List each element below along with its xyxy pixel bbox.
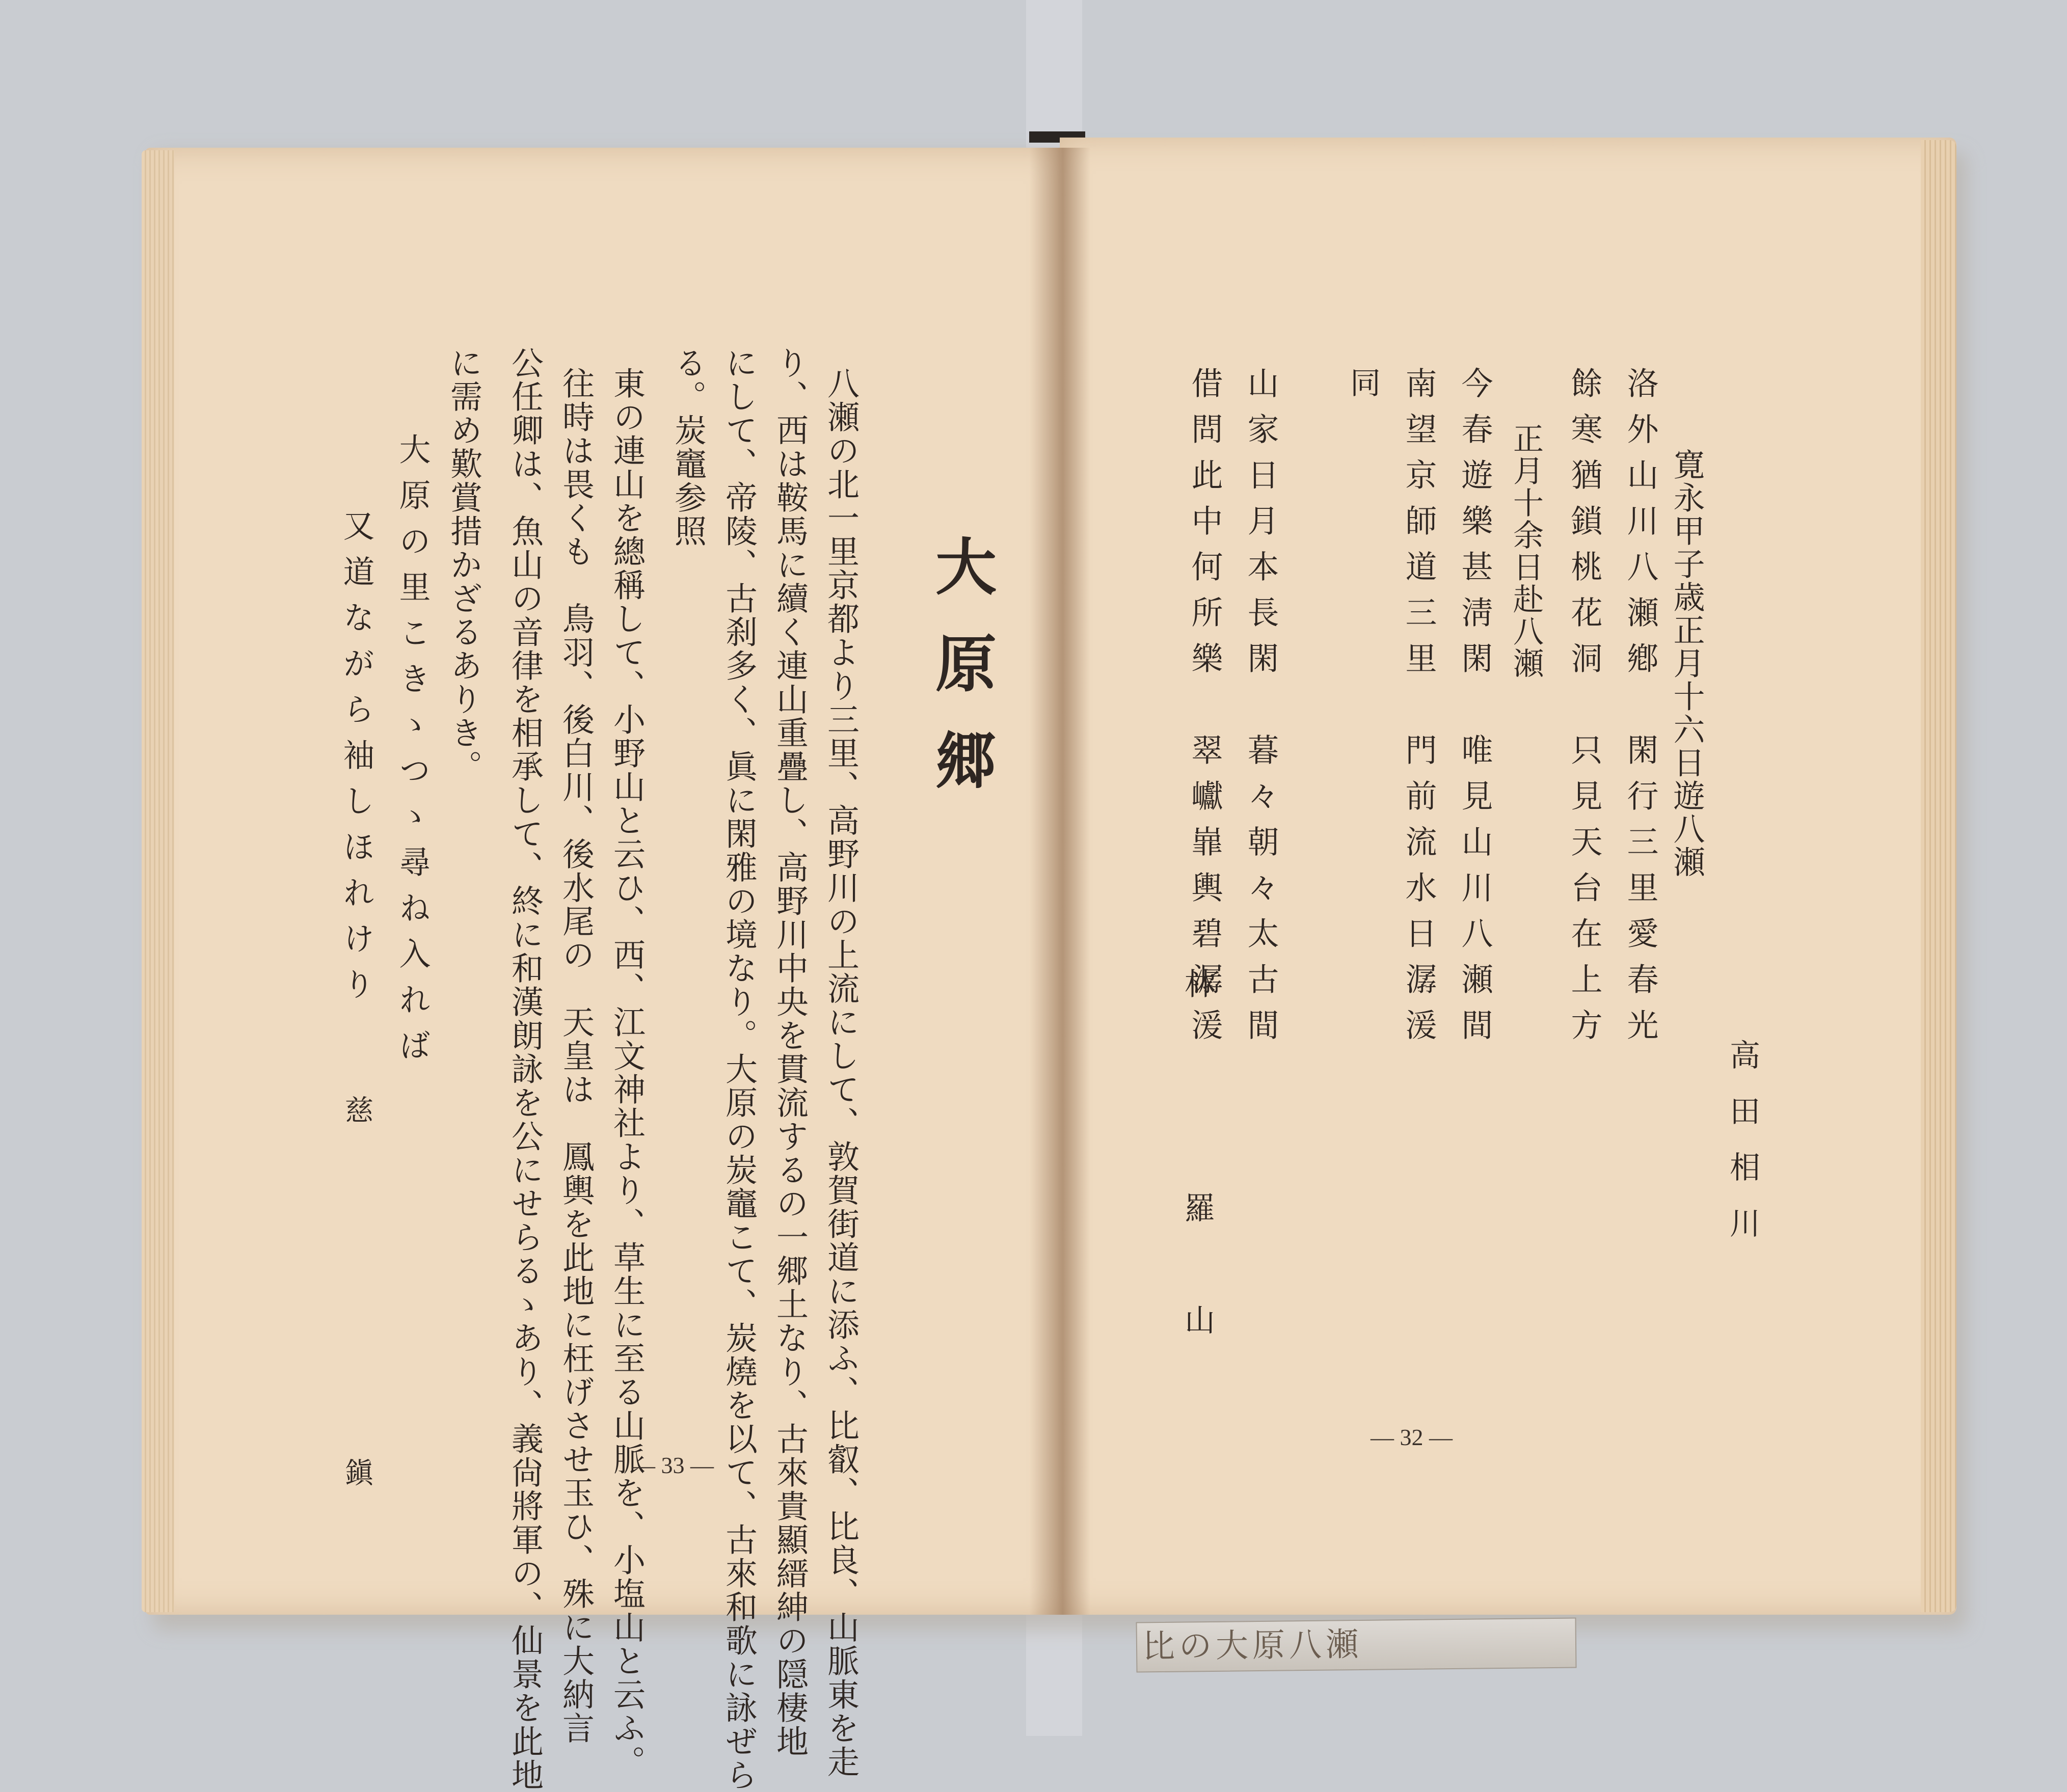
kanshi-line: 山家日月本長閑 暮々朝々太古間 (1242, 367, 1279, 1054)
tanka-line: 大原の里こきゝつゝ尋ね入れば (394, 433, 431, 1075)
poem-heading: 寛永甲子歳正月十六日遊八瀬 (1668, 448, 1705, 879)
poem-heading: 同 (1345, 367, 1381, 399)
body-paragraph-line: 往時は畏くも 鳥羽、後白川、後水尾の 天皇は 鳳輿を此地に枉げさせ玉ひ、殊に大納言 (557, 367, 595, 1745)
right-page-edges (1921, 140, 1956, 1612)
bleed-through-text (953, 438, 988, 472)
body-paragraph-line: に需め歎賞措かざるありき。 (445, 346, 482, 783)
poem-author: 慈 鎭 (340, 1095, 373, 1639)
left-page-edges (142, 150, 174, 1612)
poem-author: 高田相川 (1725, 1039, 1760, 1263)
kanshi-line: 借問此中何所樂 翠巘㠑輿碧潺湲 (1186, 367, 1223, 1054)
body-paragraph-line: り、西は鞍馬に續く連山重疊し、高野川中央を貫流するの一郷土なり、古來貴顯縉紳の隠棲地 (771, 346, 809, 1758)
kanshi-line: 洛外山川八瀬鄕 閑行三里愛春光 (1622, 367, 1659, 1054)
paper-slip (1136, 1617, 1577, 1672)
page-title: 大原郷 (925, 535, 997, 825)
body-paragraph-line: る。炭竈参照 (669, 346, 707, 548)
page-number: — 33 — (632, 1452, 714, 1478)
body-paragraph-line: 八瀬の北一里京都より三里、高野川の上流にして、敦賀街道に添ふ、比叡、比良、山脈東を走 (822, 367, 860, 1779)
body-paragraph-line: 公任卿は、魚山の音律を相承して、終に和漢朗詠を公にせらるゝあり、義尙將軍の、仙景を此地 (506, 346, 544, 1792)
tanka-line: 又道ながら袖しほれけり (338, 509, 375, 1014)
kanshi-line: 今春遊樂甚淸閑 唯見山川八瀬間 (1456, 367, 1493, 1054)
book-gutter (1029, 148, 1090, 1615)
poem-author: 林 羅山 (1179, 968, 1215, 1416)
kanshi-line: 餘寒猶鎖桃花洞 只見天台在上方 (1566, 367, 1603, 1054)
body-paragraph-line: にして、帝陵、古刹多く、眞に閑雅の境なり。大原の炭竈こて、炭燒を以て、古來和歌に詠ぜら (720, 346, 758, 1792)
kanshi-line: 南望京師道三里 門前流水日潺湲 (1400, 367, 1437, 1054)
body-paragraph-line: 東の連山を總稱して、小野山と云ひ、西、江文神社より、草生に至る山脈を、小塩山と云ふ。 (608, 367, 646, 1779)
left-page (145, 148, 1060, 1615)
page-number: — 32 — (1371, 1424, 1453, 1450)
poem-heading: 正月十余日赴八瀬 (1508, 423, 1544, 680)
slip-text: 比の大原八瀬 (1142, 1625, 1363, 1666)
